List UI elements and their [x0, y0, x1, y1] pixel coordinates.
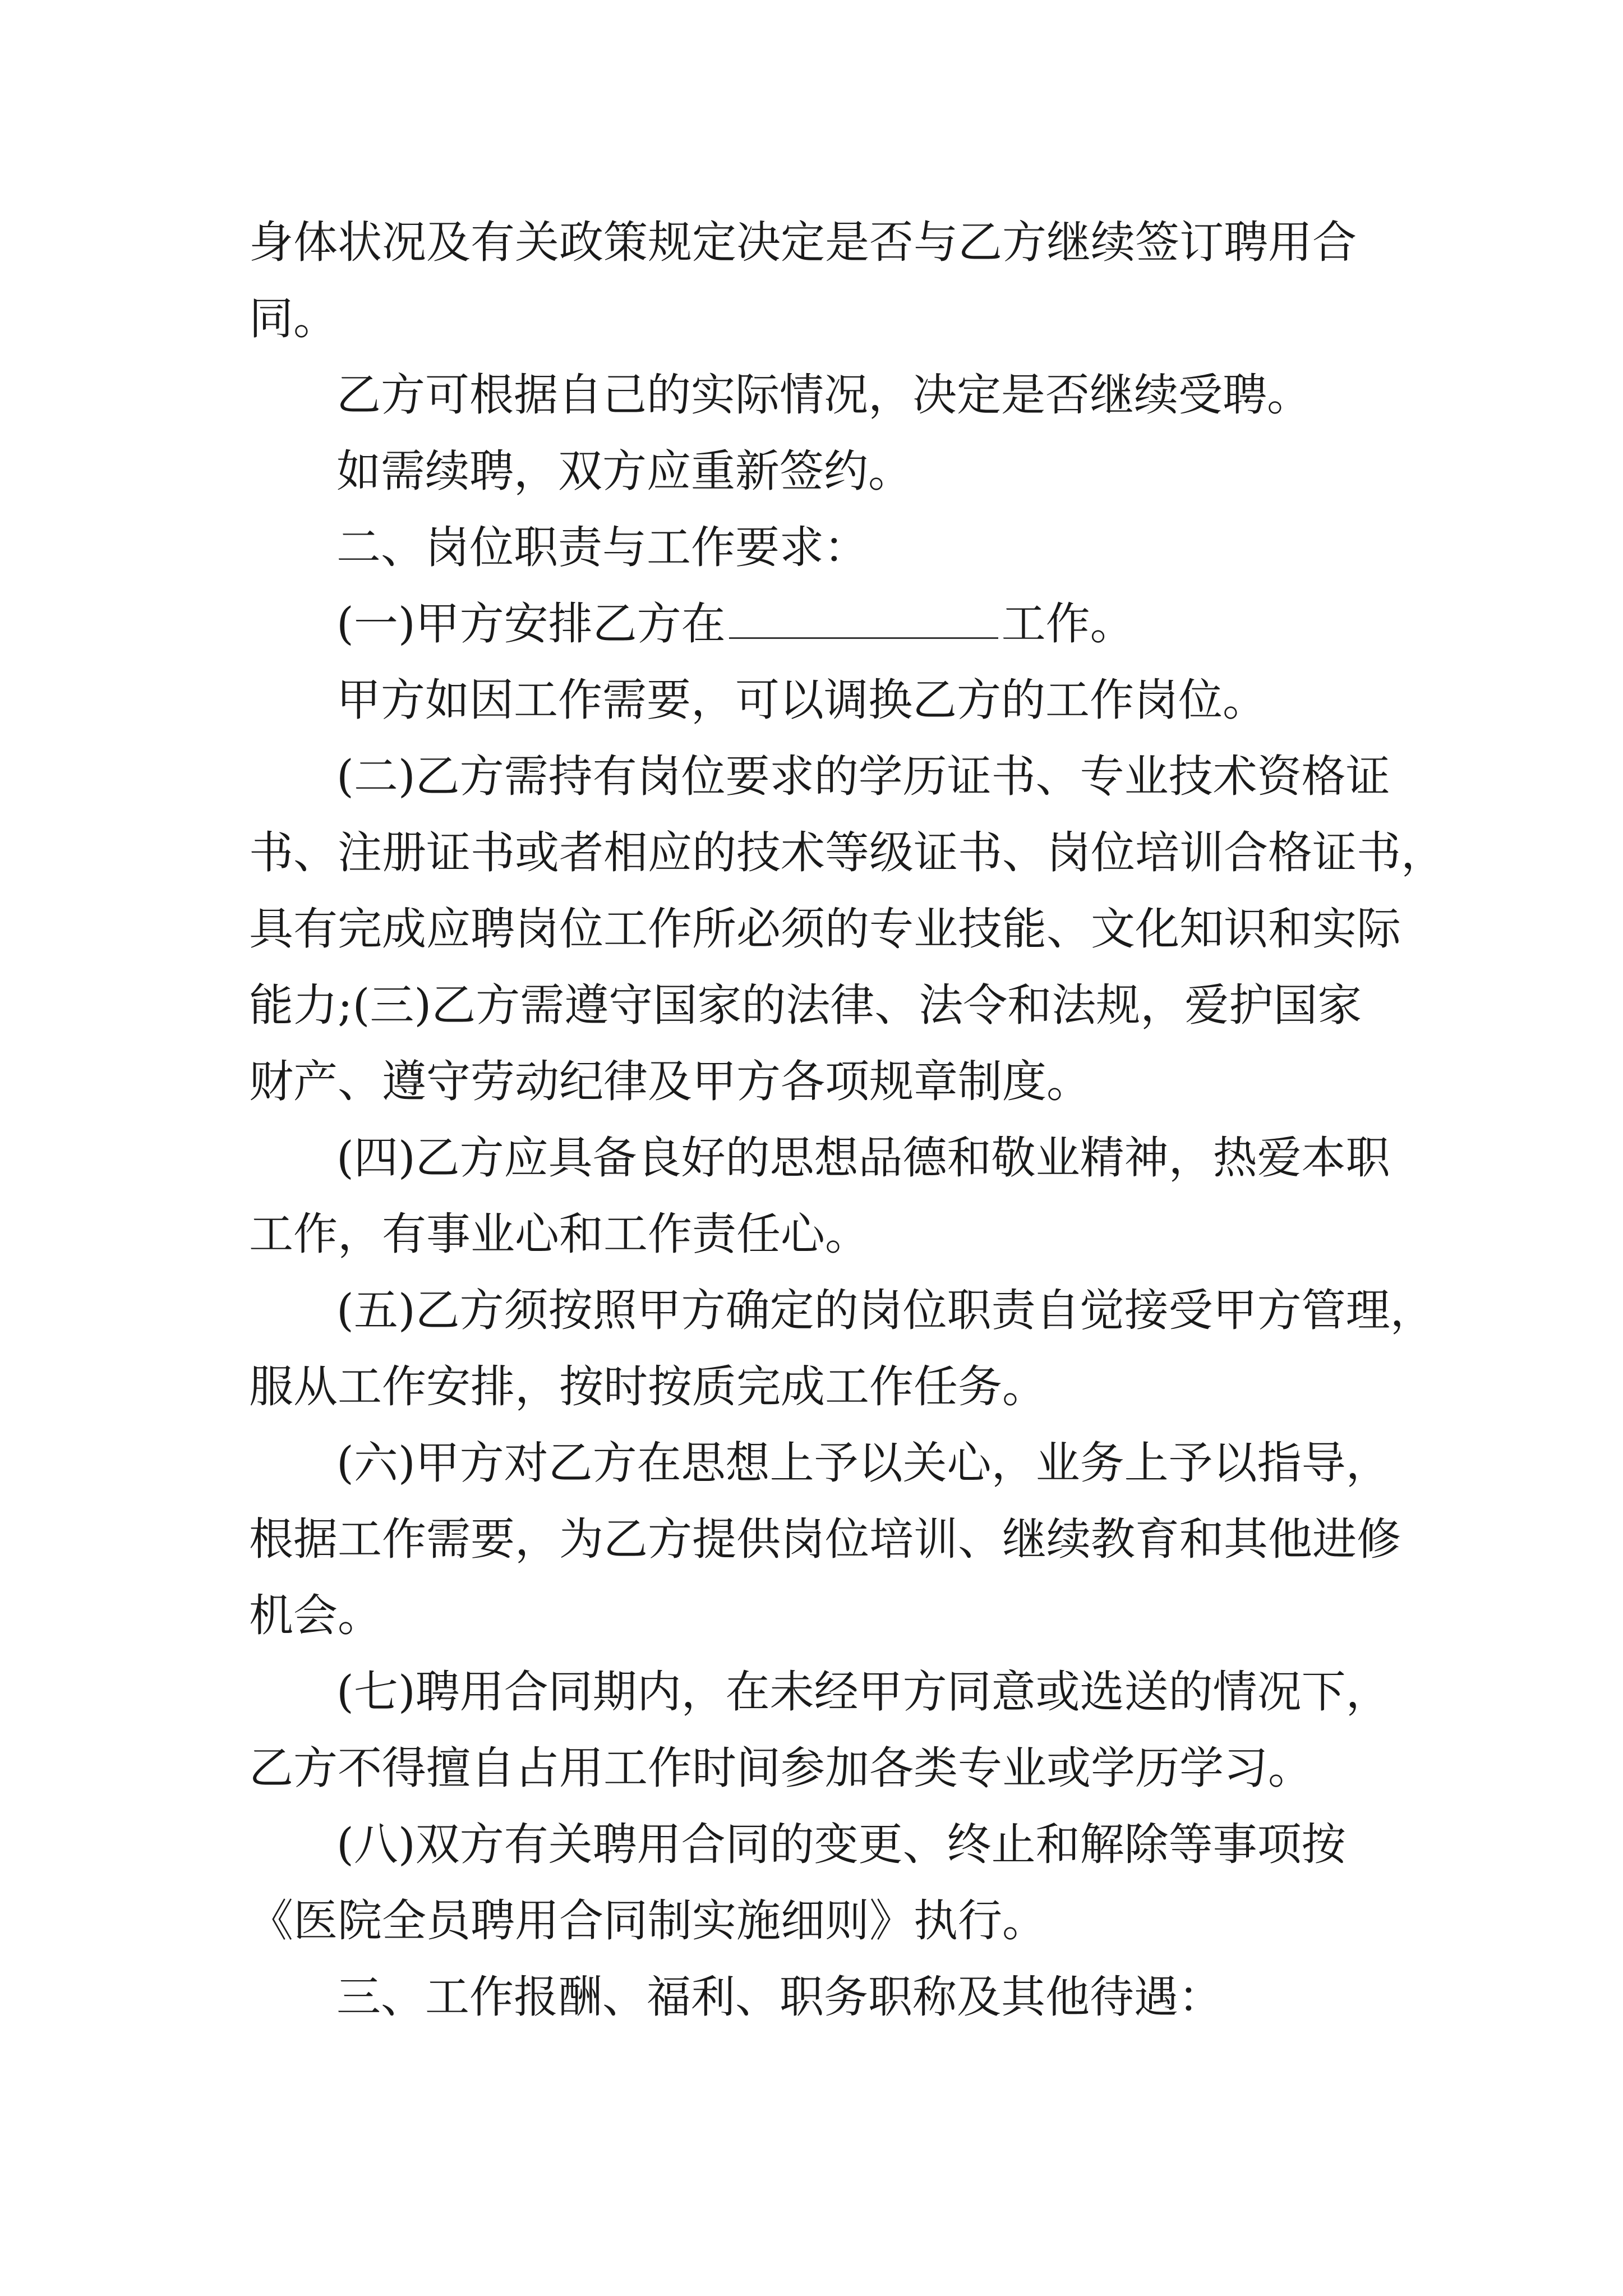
section-heading: 二、岗位职责与工作要求： — [336, 522, 868, 573]
paragraph-line: 根据工作需要，为乙方提供岗位培训、继续教育和其他进修 — [249, 1513, 1401, 1565]
paragraph-line: 甲方如因工作需要，可以调换乙方的工作岗位。 — [336, 674, 1267, 726]
paragraph-line: 财产、遵守劳动纪律及甲方各项规章制度。 — [249, 1056, 1091, 1107]
paragraph-line: 同。 — [249, 293, 338, 344]
paragraph-line: 机会。 — [249, 1590, 382, 1641]
paragraph-line: (二)乙方需持有岗位要求的学历证书、专业技术资格证 — [336, 751, 1390, 802]
item-one-line — [336, 590, 1135, 657]
paragraph-line: 身体状况及有关政策规定决定是否与乙方继续签订聘用合 — [249, 217, 1357, 268]
paragraph-line: 如需续聘，双方应重新签约。 — [336, 445, 912, 497]
fill-in-blank — [729, 635, 998, 639]
paragraph-line: (四)乙方应具备良好的思想品德和敬业精神，热爱本职 — [336, 1132, 1390, 1184]
paragraph-line: (六)甲方对乙方在思想上予以关心，业务上予以指导， — [336, 1437, 1390, 1489]
section-heading: 三、工作报酬、福利、职务职称及其他待遇： — [336, 1971, 1223, 2023]
paragraph-line: 《医院全员聘用合同制实施细则》执行。 — [249, 1895, 1046, 1947]
paragraph-line: 乙方可根据自己的实际情况，决定是否继续受聘。 — [336, 369, 1311, 421]
item-one-text-end: 工作。 — [1001, 598, 1135, 650]
paragraph-line: 乙方不得擅自占用工作时间参加各类专业或学历学习。 — [249, 1742, 1312, 1794]
paragraph-line: (五)乙方须按照甲方确定的岗位职责自觉接受甲方管理， — [336, 1285, 1435, 1336]
paragraph-line: (七)聘用合同期内，在未经甲方同意或选送的情况下， — [336, 1666, 1390, 1718]
paragraph-line: (八)双方有关聘用合同的变更、终止和解除等事项按 — [336, 1819, 1346, 1870]
paragraph-line: 能力;(三)乙方需遵守国家的法律、法令和法规，爱护国家 — [249, 979, 1362, 1031]
item-one-text: (一)甲方安排乙方在 — [336, 598, 726, 650]
paragraph-line: 服从工作安排，按时按质完成工作任务。 — [249, 1361, 1046, 1412]
paragraph-line: 工作，有事业心和工作责任心。 — [249, 1208, 869, 1260]
paragraph-line: 书、注册证书或者相应的技术等级证书、岗位培训合格证书， — [249, 827, 1445, 878]
paragraph-line: 具有完成应聘岗位工作所必须的专业技能、文化知识和实际 — [249, 903, 1401, 955]
